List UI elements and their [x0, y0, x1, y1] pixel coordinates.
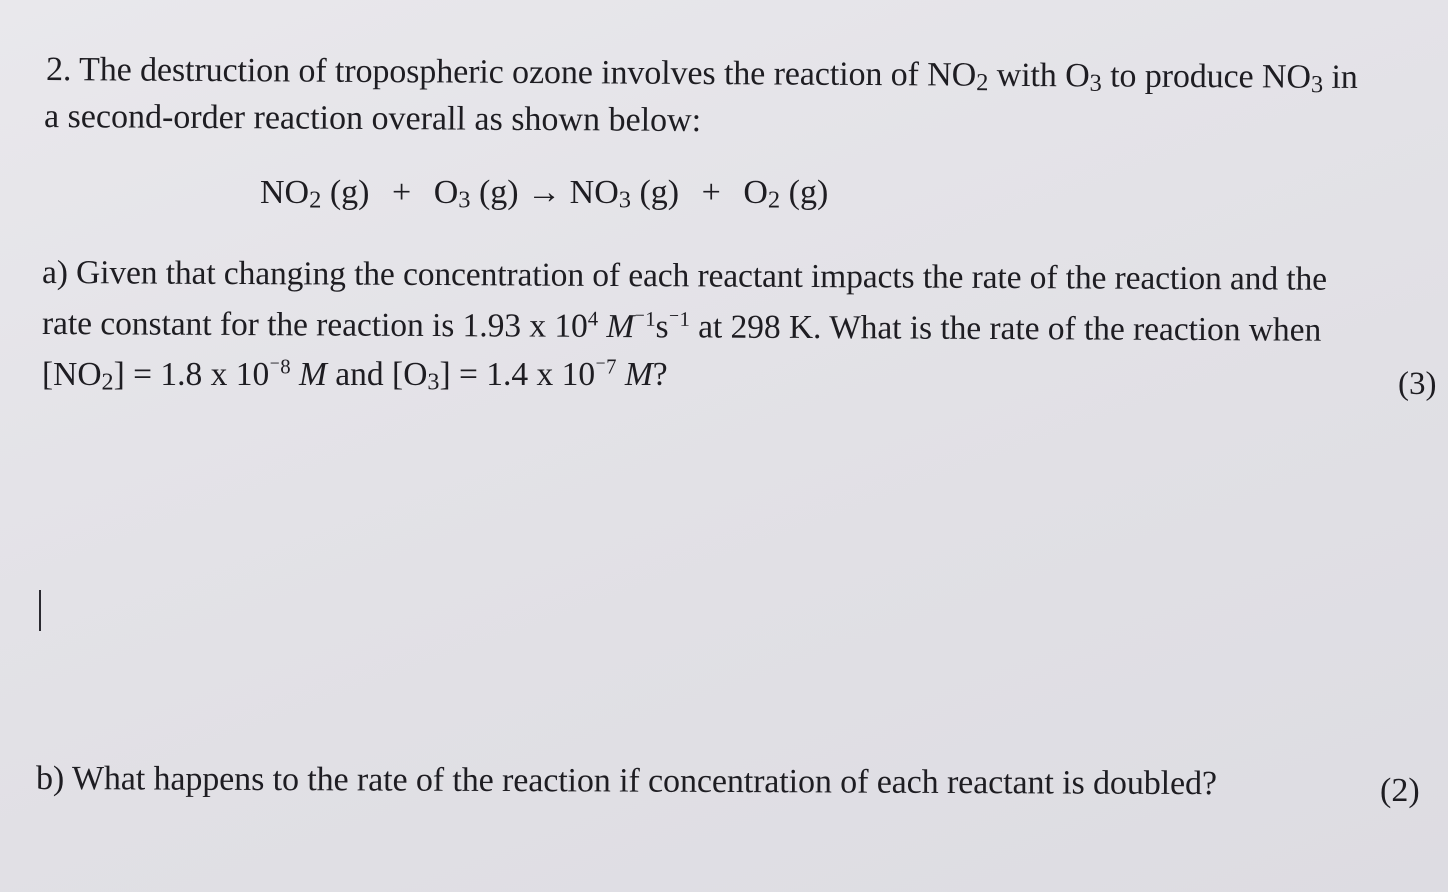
part-a-line-2: rate constant for the reaction is 1.93 x $10^4$ $M^{^-1}s^{^-1}$ at 298 K. What is the rate of the reaction when	[41, 305, 1322, 349]
part-a-marks: (3)	[1398, 366, 1437, 402]
intro-text-1: The destruction of tropospheric ozone involves the reaction of NO	[78, 51, 977, 94]
subscript: 3	[1310, 71, 1324, 99]
question-intro-line-2: a second-order reaction overall as shown below:	[43, 98, 702, 140]
chemical-equation: $NO_2$ $(g) + O_3$ $(g) \to NO_3$ $(g) + O_2$ (g)	[260, 174, 829, 214]
part-a-line-3: $[NO_2] = 1.8$ x $10^{^-8}$ M and $[O_3] = 1.4$ x $10^{^-7}$ M?	[42, 355, 668, 396]
subscript: 3	[1089, 69, 1102, 97]
question-number: 2.	[45, 51, 72, 89]
plus-sign: +	[392, 174, 412, 211]
text-cursor[interactable]	[39, 590, 41, 631]
part-b-marks: (2)	[1380, 772, 1420, 809]
intro-text-4: in	[1322, 58, 1358, 97]
subscript: 2	[976, 69, 989, 97]
intro-text-3: to produce NO	[1101, 57, 1312, 96]
intro-text-2: with O	[988, 56, 1090, 95]
plus-sign: +	[701, 174, 721, 211]
question-intro-line-1	[46, 50, 1358, 98]
part-a-line-1: a) Given that changing the concentration of each reactant impacts the rate of the reaction and the	[41, 254, 1328, 298]
part-b-question: b) What happens to the rate of the reaction if concentration of each reactant is doubled?	[35, 760, 1217, 803]
reaction-arrow: →	[527, 174, 562, 211]
